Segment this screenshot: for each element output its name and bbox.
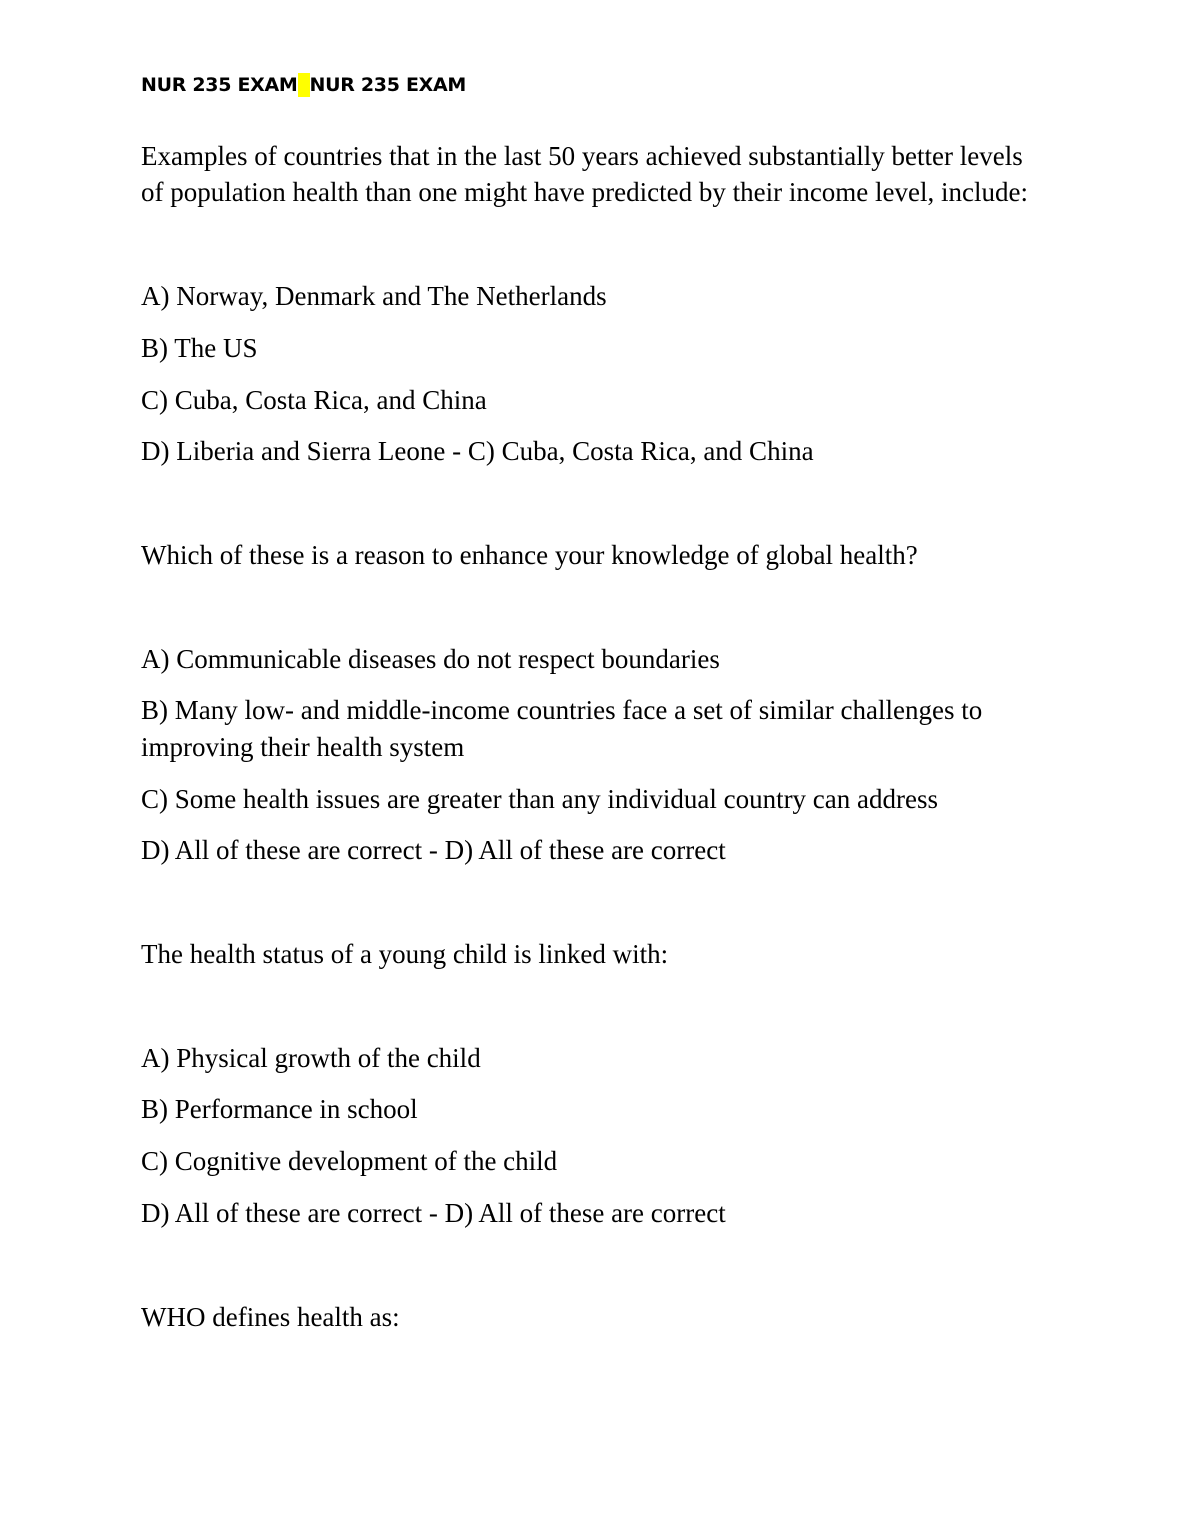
- q3-option-b: B) Performance in school: [141, 1094, 418, 1124]
- q1-option-c: C) Cuba, Costa Rica, and China: [141, 385, 487, 415]
- q1-option-d: D) Liberia and Sierra Leone - C) Cuba, Costa Rica, and China: [141, 436, 814, 466]
- q3-option-d: D) All of these are correct - D) All of these are correct: [141, 1198, 726, 1228]
- q3-question: The health status of a young child is linked with:: [141, 939, 669, 969]
- q2-option-c: C) Some health issues are greater than any individual country can address: [141, 784, 939, 814]
- q3-option-a: A) Physical growth of the child: [141, 1043, 481, 1073]
- q1-option-b: B) The US: [141, 333, 258, 363]
- page-header: [141, 72, 466, 98]
- q2-option-b-line-2: improving their health system: [141, 732, 465, 762]
- highlight-mark: [298, 73, 310, 97]
- q2-option-d: D) All of these are correct - D) All of these are correct: [141, 835, 726, 865]
- q1-option-a: A) Norway, Denmark and The Netherlands: [141, 281, 607, 311]
- header-title-left: NUR 235 EXAM: [141, 74, 298, 96]
- header-title-right: NUR 235 EXAM: [309, 74, 466, 96]
- q1-question-line-1: Examples of countries that in the last 50 years achieved substantially better levels: [141, 141, 1023, 171]
- q1-question-line-2: of population health than one might have predicted by their income level, include:: [141, 177, 1028, 207]
- q3-option-c: C) Cognitive development of the child: [141, 1146, 558, 1176]
- q4-question: WHO defines health as:: [141, 1302, 400, 1332]
- q2-question: Which of these is a reason to enhance your knowledge of global health?: [141, 540, 918, 570]
- q2-option-a: A) Communicable diseases do not respect boundaries: [141, 644, 720, 674]
- q2-option-b-line-1: B) Many low- and middle-income countries face a set of similar challenges to: [141, 695, 983, 725]
